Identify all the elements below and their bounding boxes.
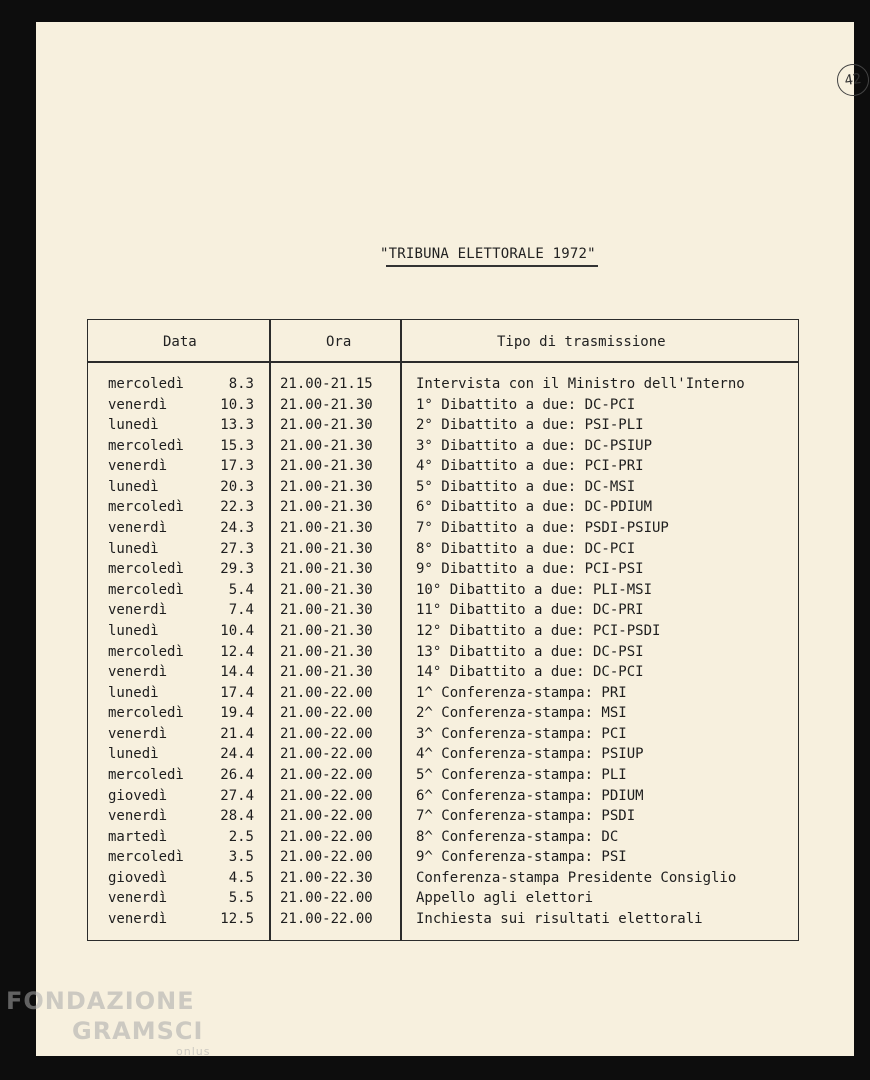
cell-type: 2^ Conferenza-stampa: MSI <box>416 705 627 722</box>
header-type: Tipo di trasmissione <box>497 334 666 350</box>
cell-day: venerdì <box>108 911 168 928</box>
cell-type: 6° Dibattito a due: DC-PDIUM <box>416 499 653 516</box>
table-row <box>88 806 798 827</box>
cell-type: 3^ Conferenza-stampa: PCI <box>416 725 627 742</box>
title-underline <box>386 265 598 267</box>
table-row <box>88 456 798 477</box>
table-row <box>88 827 798 848</box>
cell-time: 21.00-21.15 <box>280 376 373 392</box>
cell-date: 27.4 <box>220 787 254 804</box>
cell-time: 21.00-21.30 <box>280 520 373 537</box>
cell-time: 21.00-21.30 <box>280 540 373 557</box>
cell-type: 1° Dibattito a due: DC-PCI <box>416 396 636 413</box>
cell-date: 19.4 <box>220 705 254 722</box>
cell-date: 24.3 <box>220 520 254 537</box>
cell-time: 21.00-22.00 <box>280 725 373 742</box>
cell-type: 7^ Conferenza-stampa: PSDI <box>416 808 636 825</box>
cell-type: 4° Dibattito a due: PCI-PRI <box>416 458 644 475</box>
cell-time: 21.00-21.30 <box>280 396 373 413</box>
cell-type: 5^ Conferenza-stampa: PLI <box>416 766 627 783</box>
cell-time: 21.00-21.30 <box>280 664 373 681</box>
table-body <box>88 374 798 930</box>
cell-time: 21.00-22.00 <box>280 828 373 845</box>
header-date: Data <box>163 334 197 350</box>
cell-type: Appello agli elettori <box>416 890 594 907</box>
cell-date: 5.5 <box>228 890 254 907</box>
cell-day: mercoledì <box>108 766 184 783</box>
cell-date: 22.3 <box>220 499 254 516</box>
cell-time: 21.00-22.30 <box>280 869 373 886</box>
cell-date: 15.3 <box>220 437 254 454</box>
cell-time: 21.00-21.30 <box>280 622 373 639</box>
cell-date: 7.4 <box>228 602 254 619</box>
table-row <box>88 436 798 457</box>
table-row <box>88 477 798 498</box>
cell-type: 4^ Conferenza-stampa: PSIUP <box>416 746 644 763</box>
cell-date: 27.3 <box>220 540 254 557</box>
table-row <box>88 600 798 621</box>
watermark-line3: onlus <box>176 1045 211 1058</box>
table-row <box>88 642 798 663</box>
cell-time: 21.00-21.30 <box>280 581 373 598</box>
cell-day: mercoledì <box>108 561 184 578</box>
cell-type: 2° Dibattito a due: PSI-PLI <box>416 417 644 434</box>
cell-type: 8^ Conferenza-stampa: DC <box>416 828 619 845</box>
cell-type: 9° Dibattito a due: PCI-PSI <box>416 561 644 578</box>
cell-day: lunedì <box>108 684 159 701</box>
cell-day: mercoledì <box>108 849 184 866</box>
cell-type: 11° Dibattito a due: DC-PRI <box>416 602 644 619</box>
table-row <box>88 662 798 683</box>
cell-time: 21.00-21.30 <box>280 417 373 434</box>
cell-date: 12.5 <box>220 911 254 928</box>
cell-type: 3° Dibattito a due: DC-PSIUP <box>416 437 653 454</box>
table-row <box>88 703 798 724</box>
cell-day: venerdì <box>108 664 168 681</box>
cell-day: giovedì <box>108 869 168 886</box>
table-row <box>88 888 798 909</box>
table-row <box>88 765 798 786</box>
page-title: "TRIBUNA ELETTORALE 1972" <box>380 246 596 262</box>
cell-type: Intervista con il Ministro dell'Interno <box>416 376 745 392</box>
cell-day: venerdì <box>108 808 168 825</box>
cell-type: 7° Dibattito a due: PSDI-PSIUP <box>416 520 669 537</box>
cell-time: 21.00-22.00 <box>280 911 373 928</box>
cell-time: 21.00-22.00 <box>280 787 373 804</box>
cell-type: 8° Dibattito a due: DC-PCI <box>416 540 636 557</box>
cell-date: 14.4 <box>220 664 254 681</box>
cell-day: venerdì <box>108 725 168 742</box>
cell-type: 13° Dibattito a due: DC-PSI <box>416 643 644 660</box>
header-time: Ora <box>326 334 352 350</box>
cell-time: 21.00-21.30 <box>280 437 373 454</box>
watermark <box>6 986 210 1058</box>
cell-time: 21.00-22.00 <box>280 746 373 763</box>
table-row <box>88 539 798 560</box>
cell-date: 21.4 <box>220 725 254 742</box>
table-row <box>88 621 798 642</box>
cell-date: 17.4 <box>220 684 254 701</box>
cell-day: lunedì <box>108 622 159 639</box>
cell-day: lunedì <box>108 478 159 495</box>
schedule-table <box>87 319 799 941</box>
watermark-line1: FONDAZIONE <box>6 987 195 1015</box>
cell-type: 14° Dibattito a due: DC-PCI <box>416 664 644 681</box>
cell-time: 21.00-22.00 <box>280 849 373 866</box>
cell-day: mercoledì <box>108 581 184 598</box>
cell-date: 4.5 <box>228 869 254 886</box>
table-row <box>88 415 798 436</box>
cell-day: mercoledì <box>108 499 184 516</box>
cell-date: 5.4 <box>228 581 254 598</box>
cell-date: 29.3 <box>220 561 254 578</box>
cell-day: mercoledì <box>108 705 184 722</box>
table-row <box>88 497 798 518</box>
cell-date: 17.3 <box>220 458 254 475</box>
cell-type: Inchiesta sui risultati elettorali <box>416 911 703 928</box>
header-divider <box>88 361 798 363</box>
cell-day: mercoledì <box>108 437 184 454</box>
table-row <box>88 724 798 745</box>
table-row <box>88 395 798 416</box>
cell-day: venerdì <box>108 396 168 413</box>
cell-date: 20.3 <box>220 478 254 495</box>
cell-date: 10.3 <box>220 396 254 413</box>
cell-type: 10° Dibattito a due: PLI-MSI <box>416 581 653 598</box>
table-row <box>88 374 798 395</box>
cell-day: venerdì <box>108 602 168 619</box>
watermark-line2: GRAMSCI <box>72 1017 204 1045</box>
table-row <box>88 847 798 868</box>
cell-date: 12.4 <box>220 643 254 660</box>
cell-type: 1^ Conferenza-stampa: PRI <box>416 684 627 701</box>
cell-time: 21.00-21.30 <box>280 561 373 578</box>
cell-date: 10.4 <box>220 622 254 639</box>
cell-time: 21.00-21.30 <box>280 478 373 495</box>
table-row <box>88 786 798 807</box>
cell-date: 24.4 <box>220 746 254 763</box>
cell-time: 21.00-22.00 <box>280 766 373 783</box>
cell-day: mercoledì <box>108 643 184 660</box>
cell-date: 26.4 <box>220 766 254 783</box>
table-row <box>88 580 798 601</box>
cell-day: lunedì <box>108 746 159 763</box>
cell-type: 12° Dibattito a due: PCI-PSDI <box>416 622 661 639</box>
cell-day: venerdì <box>108 890 168 907</box>
cell-day: martedì <box>108 828 168 845</box>
cell-type: Conferenza-stampa Presidente Consiglio <box>416 869 737 886</box>
table-row <box>88 559 798 580</box>
cell-time: 21.00-21.30 <box>280 458 373 475</box>
cell-time: 21.00-22.00 <box>280 808 373 825</box>
cell-date: 8.3 <box>228 376 254 392</box>
cell-day: lunedì <box>108 417 159 434</box>
cell-date: 3.5 <box>228 849 254 866</box>
cell-time: 21.00-22.00 <box>280 705 373 722</box>
cell-time: 21.00-21.30 <box>280 499 373 516</box>
page-number: 42 <box>835 62 870 98</box>
cell-date: 2.5 <box>228 828 254 845</box>
cell-day: venerdì <box>108 458 168 475</box>
cell-type: 5° Dibattito a due: DC-MSI <box>416 478 636 495</box>
cell-time: 21.00-21.30 <box>280 602 373 619</box>
table-row <box>88 518 798 539</box>
cell-type: 9^ Conferenza-stampa: PSI <box>416 849 627 866</box>
cell-day: lunedì <box>108 540 159 557</box>
cell-date: 28.4 <box>220 808 254 825</box>
table-row <box>88 868 798 889</box>
table-row <box>88 909 798 930</box>
cell-day: mercoledì <box>108 376 184 392</box>
cell-date: 13.3 <box>220 417 254 434</box>
table-row <box>88 683 798 704</box>
cell-time: 21.00-22.00 <box>280 890 373 907</box>
cell-day: venerdì <box>108 520 168 537</box>
cell-time: 21.00-21.30 <box>280 643 373 660</box>
cell-type: 6^ Conferenza-stampa: PDIUM <box>416 787 644 804</box>
table-row <box>88 744 798 765</box>
cell-time: 21.00-22.00 <box>280 684 373 701</box>
cell-day: giovedì <box>108 787 168 804</box>
